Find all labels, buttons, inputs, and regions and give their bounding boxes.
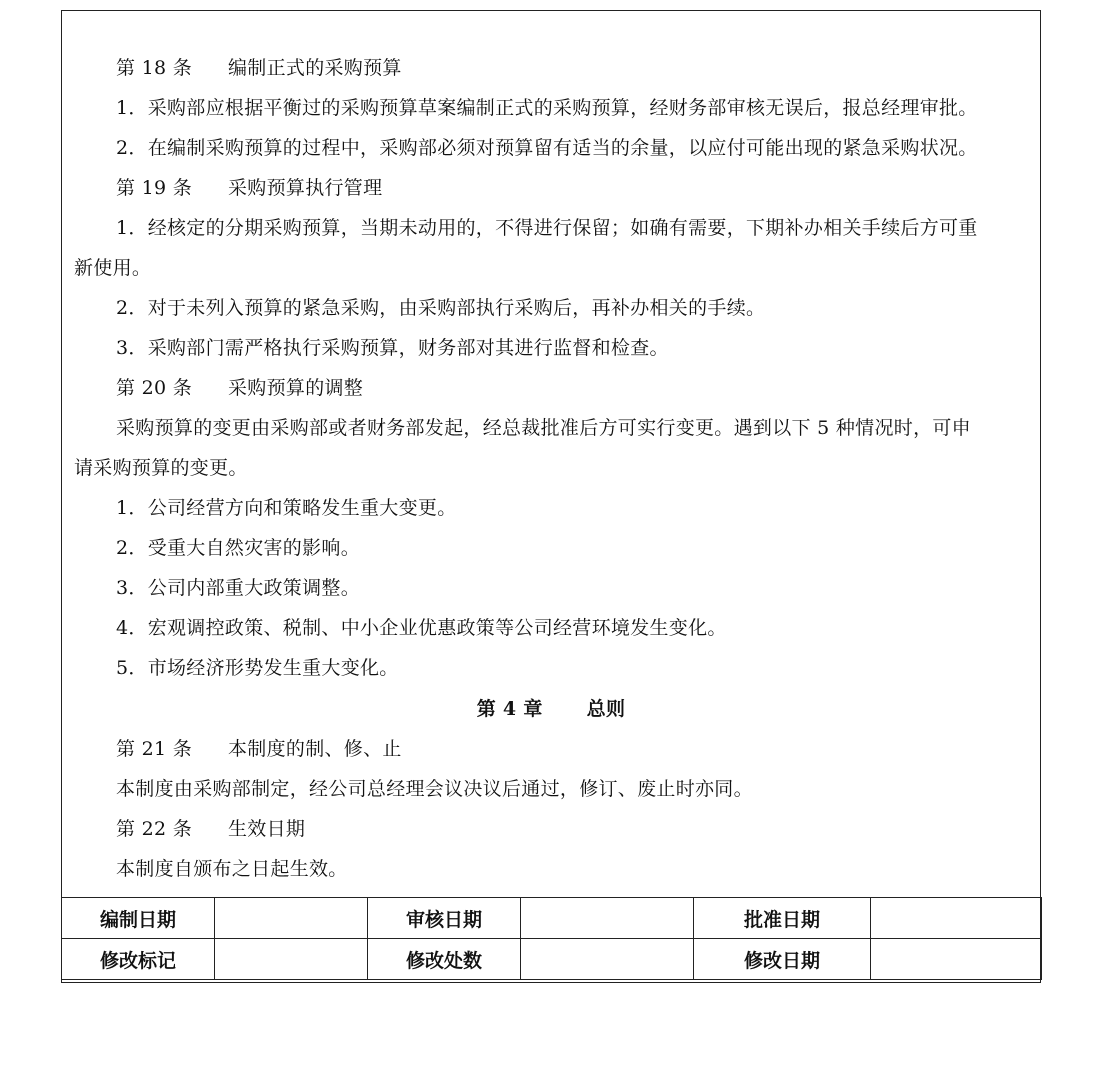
paragraph-continuation: 新使用。 <box>74 257 152 279</box>
label-cell: 审核日期 <box>368 898 521 939</box>
article-number: 第 20 条 <box>116 377 193 399</box>
value-cell <box>871 939 1042 980</box>
paragraph: 1．采购部应根据平衡过的采购预算草案编制正式的采购预算，经财务部审核无误后，报总经理审批。 <box>116 97 978 119</box>
article-19-heading <box>62 168 1040 208</box>
list-item: 2．受重大自然灾害的影响。 <box>116 537 360 559</box>
document-body <box>62 11 1040 897</box>
value-cell <box>871 898 1042 939</box>
value-cell <box>215 898 368 939</box>
article-title: 采购预算执行管理 <box>228 177 383 199</box>
table-row <box>62 939 1042 980</box>
document-frame <box>61 10 1041 983</box>
article-title: 编制正式的采购预算 <box>228 57 402 79</box>
approval-table <box>61 897 1042 980</box>
value-cell <box>215 939 368 980</box>
list-item: 4．宏观调控政策、税制、中小企业优惠政策等公司经营环境发生变化。 <box>116 617 727 639</box>
chapter-number: 第 4 章 <box>476 698 543 720</box>
paragraph: 3．采购部门需严格执行采购预算，财务部对其进行监督和检查。 <box>116 337 669 359</box>
article-number: 第 21 条 <box>116 738 193 760</box>
chapter-title: 总则 <box>586 698 626 720</box>
list-item: 1．公司经营方向和策略发生重大变更。 <box>116 497 457 519</box>
article-20-heading <box>62 368 1040 408</box>
paragraph: 采购预算的变更由采购部或者财务部发起，经总裁批准后方可实行变更。遇到以下 5 种情况时，可申 <box>116 417 971 439</box>
label-cell: 批准日期 <box>694 898 871 939</box>
paragraph: 2．对于未列入预算的紧急采购，由采购部执行采购后，再补办相关的手续。 <box>116 297 766 319</box>
article-title: 生效日期 <box>228 818 306 840</box>
label-cell: 修改日期 <box>694 939 871 980</box>
article-title: 本制度的制、修、止 <box>228 738 402 760</box>
article-number: 第 19 条 <box>116 177 193 199</box>
paragraph: 2．在编制采购预算的过程中，采购部必须对预算留有适当的余量，以应付可能出现的紧急采购状况。 <box>116 137 978 159</box>
paragraph: 本制度自颁布之日起生效。 <box>116 858 348 880</box>
article-22-heading <box>62 809 1040 849</box>
table-row <box>62 898 1042 939</box>
list-item: 5．市场经济形势发生重大变化。 <box>116 657 399 679</box>
article-number: 第 22 条 <box>116 818 193 840</box>
paragraph: 1．经核定的分期采购预算，当期未动用的，不得进行保留；如确有需要，下期补办相关手续后方可重 <box>116 217 978 239</box>
paragraph-continuation: 请采购预算的变更。 <box>74 457 248 479</box>
paragraph: 本制度由采购部制定，经公司总经理会议决议后通过，修订、废止时亦同。 <box>116 778 753 800</box>
list-item: 3．公司内部重大政策调整。 <box>116 577 360 599</box>
label-cell: 修改标记 <box>62 939 215 980</box>
value-cell <box>521 898 694 939</box>
label-cell: 编制日期 <box>62 898 215 939</box>
article-number: 第 18 条 <box>116 57 193 79</box>
article-title: 采购预算的调整 <box>228 377 364 399</box>
label-cell: 修改处数 <box>368 939 521 980</box>
chapter-heading <box>62 689 1040 729</box>
article-21-heading <box>62 729 1040 769</box>
value-cell <box>521 939 694 980</box>
article-18-heading <box>62 48 1040 88</box>
